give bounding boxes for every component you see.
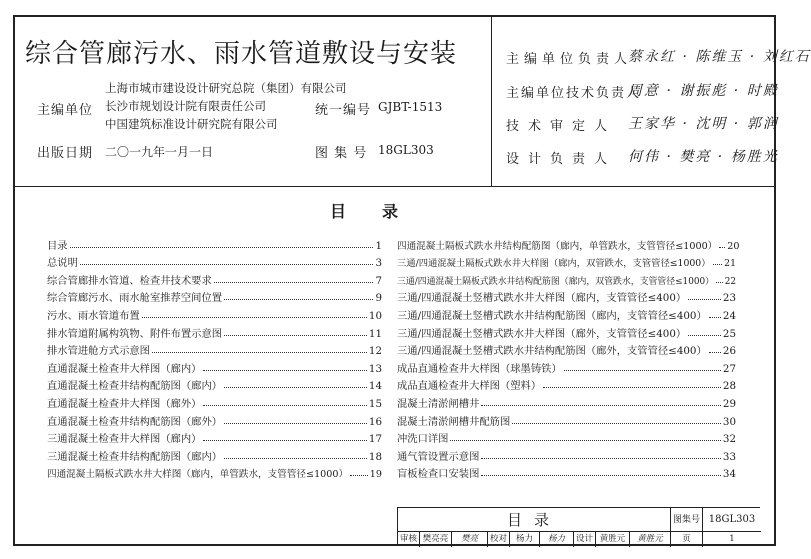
toc-entry[interactable]: 直通混凝土检查井结构配筋图（廊内） 14 (47, 380, 382, 393)
toc-column-right (397, 234, 740, 481)
toc-entry[interactable]: 混凝土清淤闸槽井配筋图 30 (397, 415, 736, 428)
responsibility-label: 技术审定人 (506, 119, 617, 134)
unified-no-label: 统一编号 (315, 103, 372, 118)
toc-entry[interactable]: 综合管廊排水管道、检查井技术要求 7 (47, 274, 382, 287)
atlas-title: 综合管廊污水、雨水管道敷设与安装 (25, 39, 458, 69)
footer-cell: 杨力 (510, 532, 540, 547)
toc-entry[interactable]: 三通/四通混凝土隔板式跌水井大样图（廊内，双管跌水，支管管径≤1000） 21 (397, 258, 736, 270)
signatures: 王家华 · 沈明 · 郭润 (628, 116, 779, 132)
responsibility-label: 设计负责人 (506, 152, 617, 167)
toc-entry[interactable]: 综合管廊污水、雨水舱室推荐空间位置 9 (47, 292, 382, 305)
toc-entry[interactable]: 三通混凝土检查井结构配筋图（廊内） 18 (47, 450, 382, 463)
toc-entry[interactable]: 四通混凝土隔板式跌水井结构配筋图（廊内，单管跌水，支管管径≤1000） 20 (397, 240, 740, 252)
toc-entry[interactable]: 三通/四通混凝土竖槽式跌水井大样图（廊外，支管管径≤400） 25 (397, 327, 736, 340)
toc-entry[interactable]: 四通混凝土隔板式跌水井大样图（廊内，单管跌水，支管管径≤1000） 19 (47, 469, 382, 481)
toc-entry[interactable]: 总说明 3 (47, 257, 382, 270)
date-label: 出版日期 (37, 146, 94, 161)
header-divider (491, 17, 492, 186)
footer-cell: 樊亮亮 (420, 532, 452, 547)
toc-entry[interactable]: 盲板检查口安装图 34 (397, 468, 736, 481)
toc-entry[interactable]: 成品直通检查井大样图（塑料） 28 (397, 380, 736, 393)
footer-cell: 设计 (574, 532, 596, 547)
footer-atlas-label: 图集号 (671, 508, 703, 532)
toc-entry[interactable]: 排水管进舱方式示意图 12 (47, 345, 382, 358)
toc-entry[interactable]: 混凝土清淤闸槽井 29 (397, 397, 736, 410)
toc-entry[interactable]: 三通/四通混凝土隔板式跌水井结构配筋图（廊内，双管跌水，支管管径≤1000） 22 (397, 276, 736, 287)
responsibility-label: 主编单位负责人 (506, 52, 633, 67)
toc-entry[interactable]: 目录 1 (47, 239, 382, 252)
editor-org: 中国建筑标准设计研究院有限公司 (105, 117, 278, 131)
footer-cell: 页 (671, 532, 703, 547)
editor-org: 上海市城市建设设计研究总院（集团）有限公司 (105, 81, 347, 95)
footer-cell: 校对 (488, 532, 510, 547)
toc-column-left (47, 234, 382, 480)
toc-entry[interactable]: 冲洗口详图 32 (397, 433, 736, 446)
toc-entry[interactable]: 直通混凝土检查井大样图（廊内） 13 (47, 362, 382, 375)
toc-entry[interactable]: 直通混凝土检查井大样图（廊外） 15 (47, 397, 382, 410)
signatures: 蔡永红 · 陈维玉 · 刘红石 (628, 49, 811, 65)
editor-org: 长沙市规划设计院有限责任公司 (105, 99, 266, 113)
footer-signature: 杨力 (540, 532, 574, 547)
editor-label: 主编单位 (37, 103, 94, 118)
responsibility-label: 主编单位技术负责人 (506, 86, 642, 101)
footer-title: 目录 (398, 508, 671, 532)
toc-entry[interactable]: 成品直通检查井大样图（球墨铸铁） 27 (397, 362, 736, 375)
signatures: 何伟 · 樊亮 · 杨胜光 (628, 149, 779, 165)
toc-title: 目录 (330, 202, 435, 221)
toc-entry[interactable]: 三通/四通混凝土竖槽式跌水井结构配筋图（廊外，支管管径≤400） 26 (397, 345, 736, 358)
footer-cell: 黄胜元 (596, 532, 630, 547)
toc-entry[interactable]: 通气管设置示意图 33 (397, 450, 736, 463)
footer-atlas-no: 18GL303 (703, 508, 761, 532)
unified-no: GJBT-1513 (378, 100, 443, 114)
toc-entry[interactable]: 直通混凝土检查井结构配筋图（廊外） 16 (47, 415, 382, 428)
footer-cell: 1 (729, 534, 735, 544)
footer-approval-row (398, 532, 761, 547)
atlas-no-label: 图 集 号 (315, 146, 368, 161)
publish-date: 二〇一九年一月一日 (105, 145, 214, 159)
footer-cell: 审核 (398, 532, 420, 547)
toc-entry[interactable]: 排水管道附属构筑物、附件布置示意图 11 (47, 327, 382, 340)
toc-entry[interactable]: 三通/四通混凝土竖槽式跌水井大样图（廊内，支管管径≤400） 23 (397, 292, 736, 305)
title-block (15, 17, 811, 187)
footer-title-block (397, 507, 760, 546)
signatures: 周意 · 谢振彪 · 时殿 (628, 83, 779, 99)
toc-entry[interactable]: 三通/四通混凝土竖槽式跌水井结构配筋图（廊内，支管管径≤400） 24 (397, 309, 736, 322)
footer-signature: 黄胜元 (630, 532, 671, 547)
toc-entry[interactable]: 三通混凝土检查井大样图（廊内） 17 (47, 433, 382, 446)
atlas-no: 18GL303 (378, 143, 434, 157)
toc-entry[interactable]: 污水、雨水管道布置 10 (47, 309, 382, 322)
footer-signature: 樊亮 (452, 532, 488, 547)
